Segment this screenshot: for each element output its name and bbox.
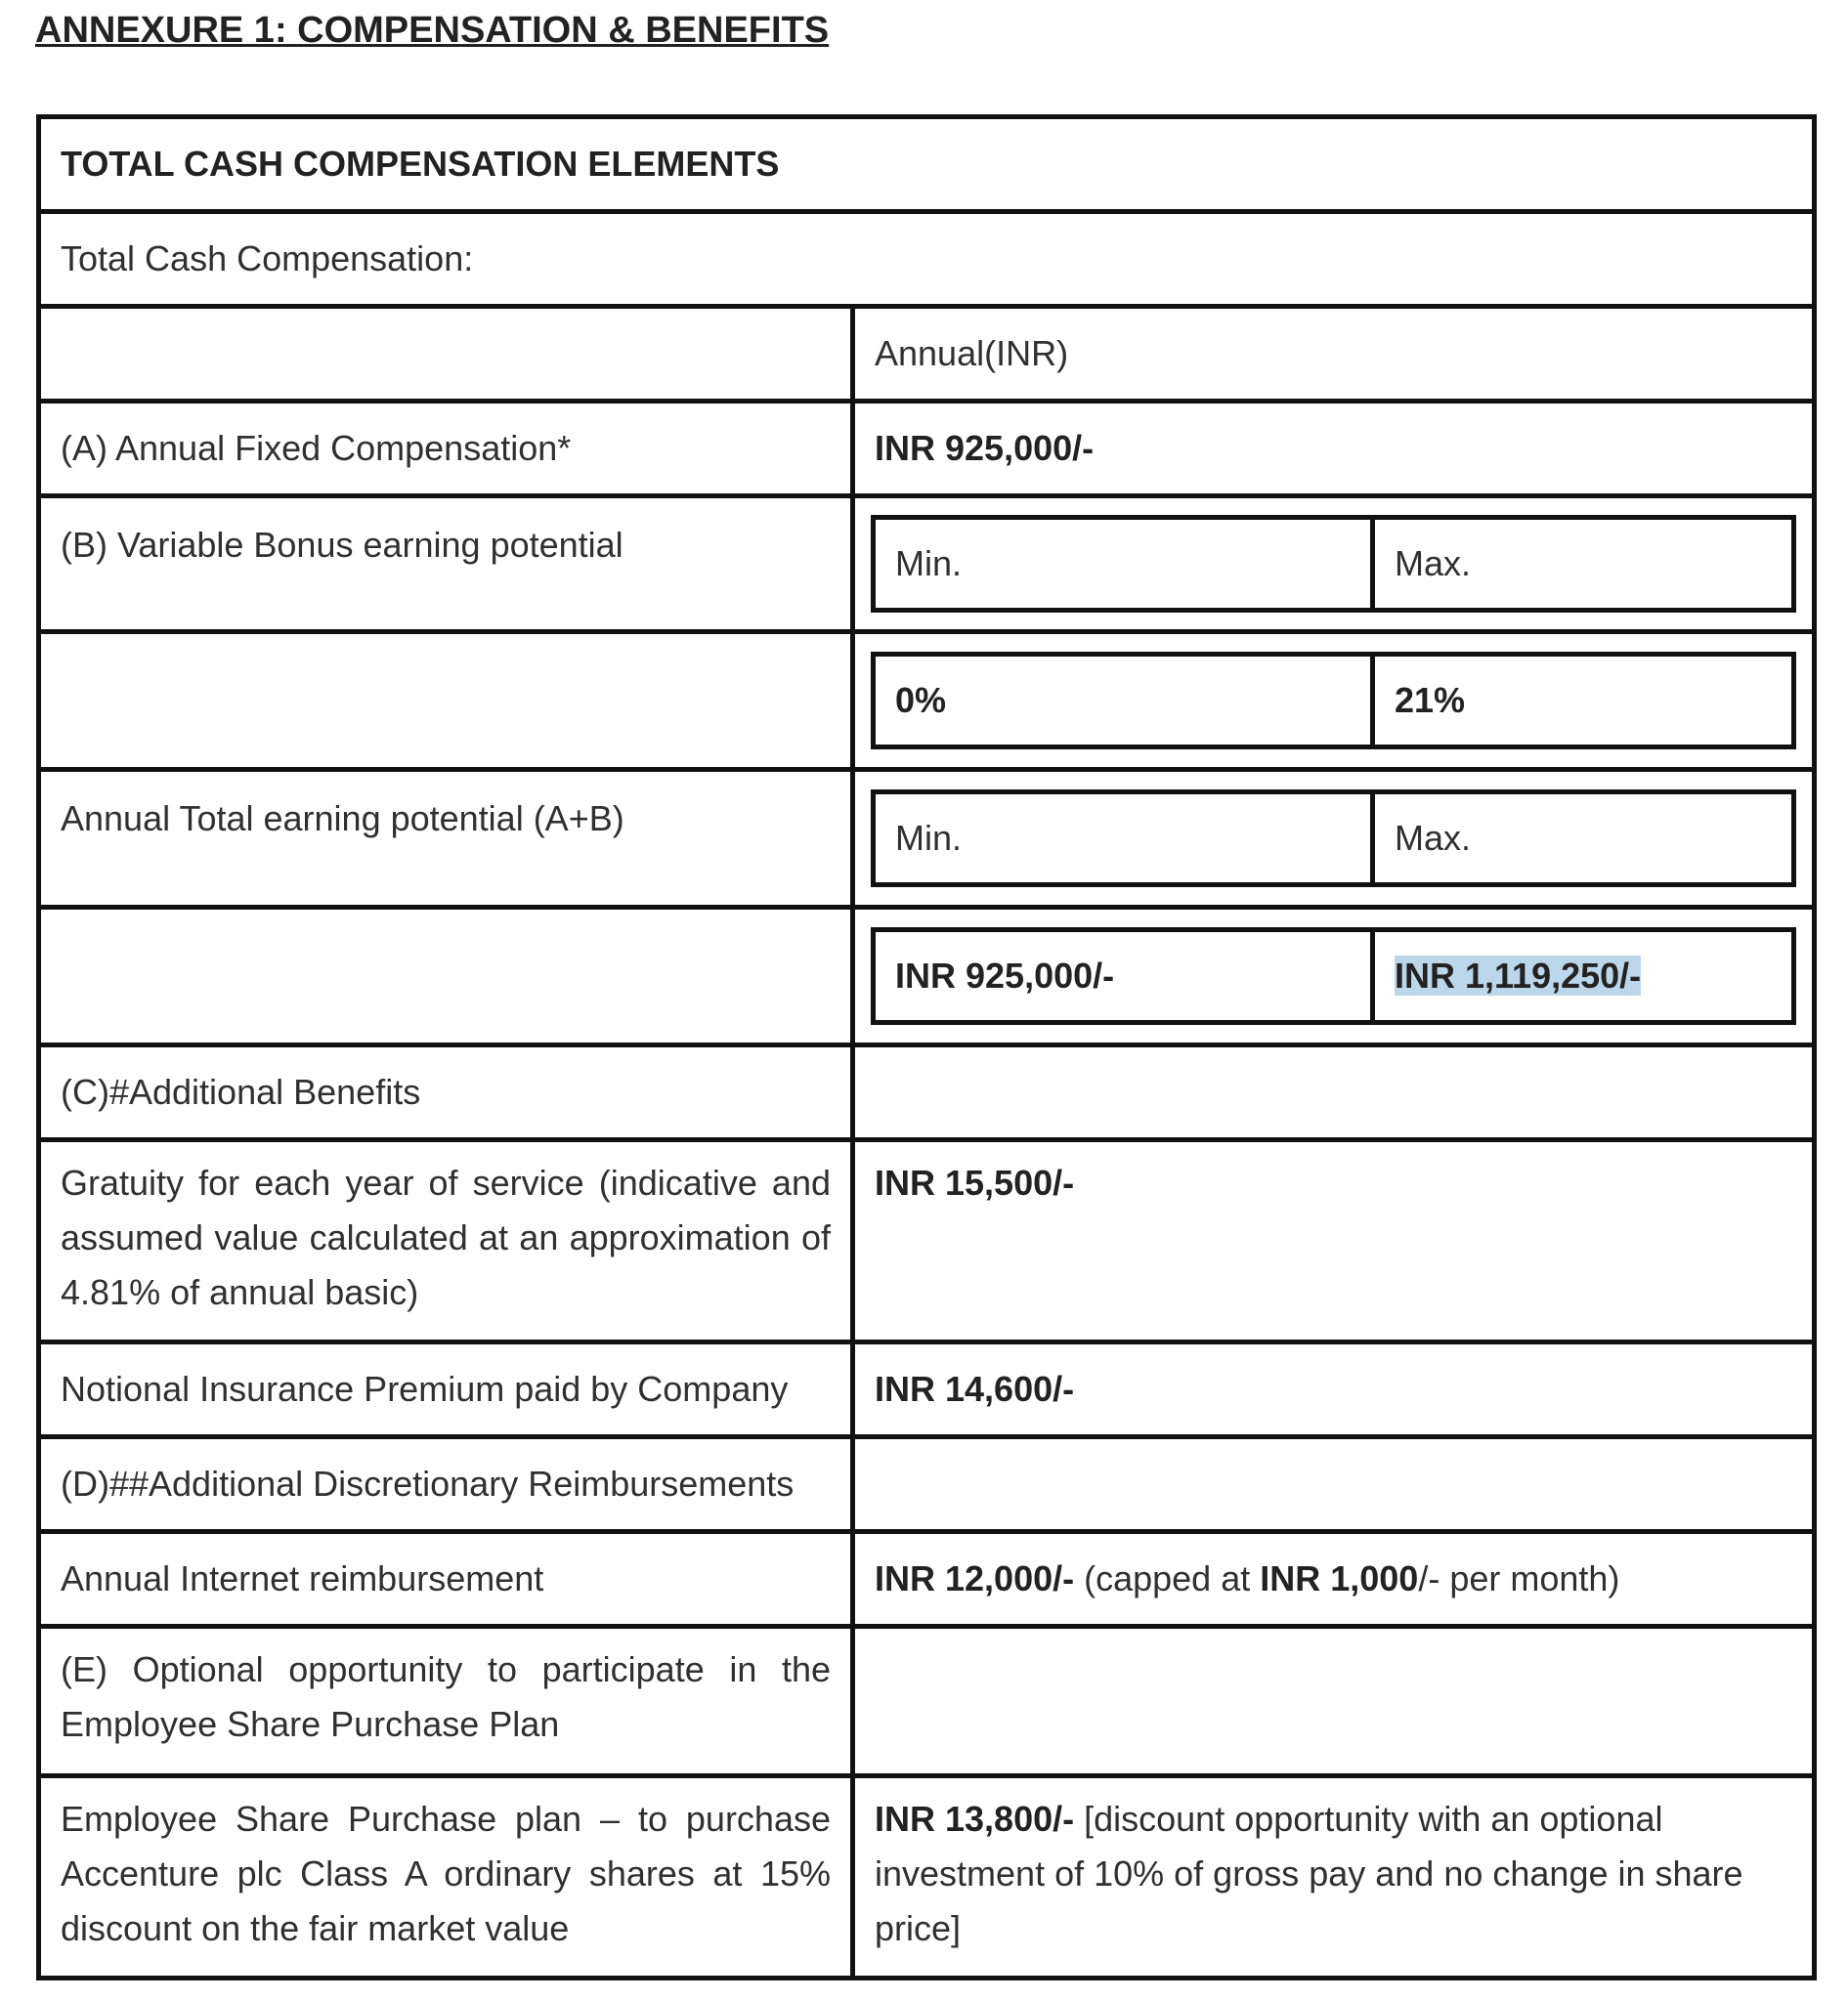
table-row <box>39 1045 1815 1140</box>
total-max-amount[interactable]: 1,119,250/- <box>1465 956 1642 996</box>
empty-cell <box>853 1045 1815 1140</box>
table-row <box>39 496 1815 632</box>
gratuity-label: Gratuity for each year of service (indicative and assumed value calculated at an approximation of 4.81% of annual basic) <box>39 1140 853 1342</box>
annexure-heading: ANNEXURE 1: COMPENSATION & BENEFITS <box>35 10 830 51</box>
espp-note: [discount opportunity with an optional investment of 10% of gross pay and no change in share price] <box>875 1799 1743 1948</box>
total-range-header <box>853 770 1815 908</box>
bonus-min-value: 0% <box>874 655 1373 747</box>
empty-cell <box>853 1437 1815 1532</box>
bonus-max-value: 21% <box>1373 655 1794 747</box>
table-row <box>39 770 1815 908</box>
empty-cell <box>39 908 853 1045</box>
espp-value: INR 13,800/- <box>875 1799 1075 1839</box>
insurance-label: Notional Insurance Premium paid by Company <box>39 1342 853 1437</box>
table-row <box>39 1627 1815 1776</box>
section-title: TOTAL CASH COMPENSATION ELEMENTS <box>39 117 1815 212</box>
fixed-compensation-label: (A) Annual Fixed Compensation* <box>39 402 853 496</box>
bonus-range-header <box>853 496 1815 632</box>
espp-value-cell <box>853 1776 1815 1979</box>
total-min-label: Min. <box>874 792 1373 885</box>
espp-optional-label: (E) Optional opportunity to participate in the Employee Share Purchase Plan <box>39 1627 853 1776</box>
empty-cell <box>39 632 853 770</box>
internet-value: INR 12,000/- <box>875 1558 1075 1598</box>
total-range-values <box>853 908 1815 1045</box>
empty-cell <box>853 1627 1815 1776</box>
table-row <box>39 1437 1815 1532</box>
internet-note-amount: INR 1,000 <box>1260 1558 1419 1598</box>
empty-cell <box>39 307 853 402</box>
bonus-min-label: Min. <box>874 518 1373 611</box>
internet-value-cell <box>853 1532 1815 1627</box>
discretionary-label: (D)##Additional Discretionary Reimbursements <box>39 1437 853 1532</box>
table-row <box>39 402 1815 496</box>
fixed-compensation-value: INR 925,000/- <box>853 402 1815 496</box>
table-row <box>39 1342 1815 1437</box>
bonus-max-label: Max. <box>1373 518 1794 611</box>
internet-note-pre: (capped at <box>1074 1558 1261 1598</box>
table-row <box>39 908 1815 1045</box>
table-row <box>39 212 1815 307</box>
bonus-range-values <box>853 632 1815 770</box>
table-row <box>39 632 1815 770</box>
gratuity-value: INR 15,500/- <box>853 1140 1815 1342</box>
total-min-value: INR 925,000/- <box>874 930 1373 1023</box>
total-max-prefix: INR <box>1395 956 1465 996</box>
total-max-value <box>1373 930 1794 1023</box>
section-subtitle: Total Cash Compensation: <box>39 212 1815 307</box>
table-row <box>39 117 1815 212</box>
total-earning-label: Annual Total earning potential (A+B) <box>39 770 853 908</box>
variable-bonus-label: (B) Variable Bonus earning potential <box>39 496 853 632</box>
insurance-value: INR 14,600/- <box>853 1342 1815 1437</box>
additional-benefits-label: (C)#Additional Benefits <box>39 1045 853 1140</box>
internet-label: Annual Internet reimbursement <box>39 1532 853 1627</box>
table-row <box>39 1532 1815 1627</box>
total-max-label: Max. <box>1373 792 1794 885</box>
compensation-table <box>36 114 1817 1980</box>
internet-note-post: /- per month) <box>1418 1558 1620 1598</box>
espp-label: Employee Share Purchase plan – to purchase Accenture plc Class A ordinary shares at 15% discount on the fair market value <box>39 1776 853 1979</box>
table-row <box>39 1776 1815 1979</box>
column-header: Annual(INR) <box>853 307 1815 402</box>
table-row <box>39 1140 1815 1342</box>
table-row <box>39 307 1815 402</box>
